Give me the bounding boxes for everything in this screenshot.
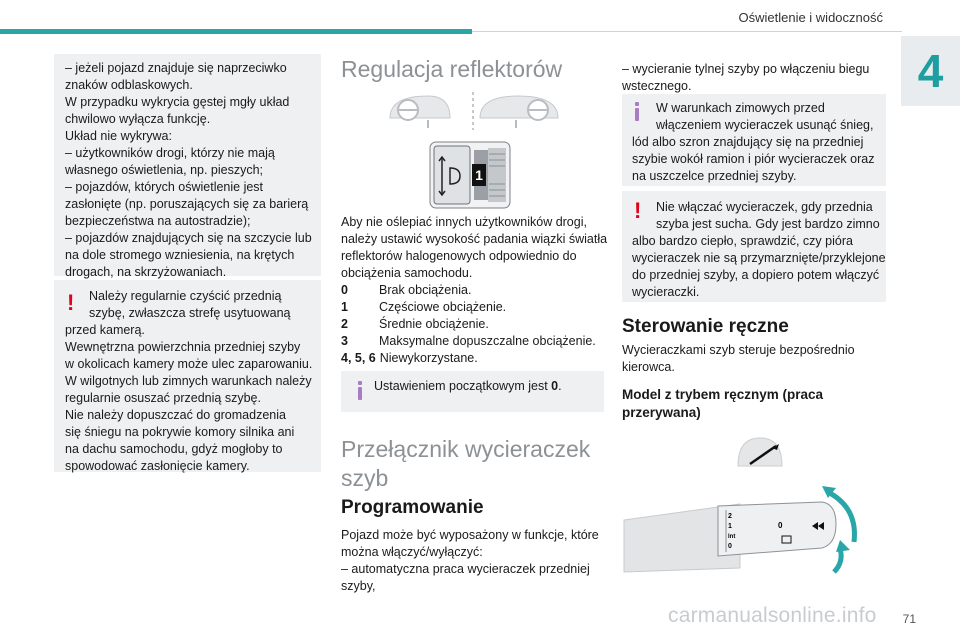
steering-wheel-icon bbox=[738, 438, 782, 466]
text-line: lód albo szron znajdujący się na przedniej bbox=[632, 135, 864, 149]
stalk-label-0: 0 bbox=[728, 543, 732, 550]
text-line: szybę, zwłaszcza strefę usytuowaną bbox=[89, 306, 291, 320]
text-line: – pojazdów, których oświetlenie jest bbox=[65, 180, 264, 194]
heading-manual-control: Sterowanie ręczne bbox=[622, 316, 789, 337]
text-line: reflektorów halogenowych odpowiednio do bbox=[341, 249, 577, 263]
text-line: W przypadku wykrycia gęstej mgły układ bbox=[65, 95, 290, 109]
steering-wheel-right-icon bbox=[480, 96, 558, 128]
text-line: Wewnętrzna powierzchnia przedniej szyby bbox=[65, 340, 301, 354]
load-label: Częściowe obciążenie. bbox=[379, 300, 507, 314]
load-label: Niewykorzystane. bbox=[379, 351, 478, 365]
text-line: drogach, na skrzyżowaniach. bbox=[65, 265, 227, 279]
text-line: Nie należy dopuszczać do gromadzenia bbox=[65, 408, 286, 422]
heading-manual-model: Model z trybem ręcznym (praca przerywana) bbox=[622, 387, 824, 420]
chapter-tab bbox=[901, 36, 960, 106]
text-line: – pojazdów znajdujących się na szczycie lub bbox=[65, 231, 312, 245]
load-list-item bbox=[341, 350, 596, 367]
load-label: Maksymalne dopuszczalne obciążenie. bbox=[379, 334, 596, 348]
load-list-item bbox=[341, 299, 596, 316]
text-line: kierowca. bbox=[622, 360, 675, 374]
headlamp-adjuster-illustration bbox=[388, 88, 568, 213]
text-line: Układ nie wykrywa: bbox=[65, 129, 172, 143]
stalk-label-int: Int bbox=[728, 534, 736, 540]
stalk-label-2: 2 bbox=[728, 513, 732, 520]
text-line: znaków odblaskowych. bbox=[65, 78, 193, 92]
rear-wiper-text bbox=[622, 61, 869, 95]
warning-box-dry-windscreen bbox=[622, 191, 886, 302]
info-icon bbox=[635, 102, 639, 121]
text-line: Pojazd może być wyposażony w funkcje, które bbox=[341, 528, 599, 542]
winter-info-text bbox=[632, 100, 886, 185]
load-key: 0 bbox=[341, 283, 348, 297]
text-line: – jeżeli pojazd znajduje się naprzeciwko bbox=[65, 61, 287, 75]
text-line: Aby nie oślepiać innych użytkowników drogi, bbox=[341, 215, 587, 229]
dial-value: 1 bbox=[475, 167, 483, 183]
watermark: carmanualsonline.info bbox=[668, 604, 877, 627]
load-label: Średnie obciążenie. bbox=[379, 317, 489, 331]
text-line: W wilgotnych lub zimnych warunkach należy bbox=[65, 374, 312, 388]
text-line: bezpieczeństwa na autostradzie); bbox=[65, 214, 251, 228]
text-line: szyba jest sucha. Gdy jest bardzo zimno bbox=[656, 217, 880, 231]
warning-icon: ! bbox=[67, 290, 75, 315]
text-line: albo bardzo ciepło, sprawdzić, czy pióra bbox=[632, 234, 853, 248]
load-list-item bbox=[341, 333, 596, 350]
text-line: włączeniem wycieraczek usunąć śnieg, bbox=[656, 118, 874, 132]
text-line: – użytkowników drogi, którzy nie mają bbox=[65, 146, 275, 160]
warning-icon: ! bbox=[634, 198, 642, 223]
text-line: – wycieranie tylnej szyby po włączeniu biegu bbox=[622, 62, 870, 76]
load-list-item bbox=[341, 316, 596, 333]
header-rule bbox=[472, 31, 902, 32]
text-line: Należy regularnie czyścić przednią bbox=[89, 289, 282, 303]
load-key: 4, 5, 6 bbox=[341, 351, 376, 365]
info-box-detection-limits bbox=[54, 54, 321, 279]
text-line: własnego oświetlenia, np. pieszych; bbox=[65, 163, 264, 177]
heading-wiper-switch: Przełącznik wycieraczek szyb bbox=[341, 436, 591, 491]
text-line: obciążenia samochodu. bbox=[341, 266, 473, 280]
stalk-label-off: 0 bbox=[778, 521, 783, 530]
text-line: zasłonięte (np. poruszających się za barierą bbox=[65, 197, 309, 211]
header-accent-bar bbox=[0, 29, 472, 34]
text-line: Nie włączać wycieraczek, gdy przednia bbox=[656, 200, 873, 214]
chapter-number: 4 bbox=[917, 45, 944, 97]
text-line: W warunkach zimowych przed bbox=[656, 101, 825, 115]
text-line: szyby, bbox=[341, 579, 376, 593]
text-line: można włączyć/wyłączyć: bbox=[341, 545, 483, 559]
load-list bbox=[341, 282, 596, 367]
text-line: wycieraczki. bbox=[632, 285, 700, 299]
load-key: 1 bbox=[341, 300, 348, 314]
programming-text bbox=[341, 527, 599, 595]
detection-limits-text bbox=[65, 60, 321, 281]
info-box-initial-setting bbox=[341, 371, 604, 412]
text-line: wycieraczek nie są przymarznięte/przyklejone bbox=[632, 251, 886, 265]
headlamp-paragraph bbox=[341, 214, 607, 282]
text-line: przed kamerą. bbox=[65, 323, 145, 337]
wiper-stalk bbox=[624, 502, 836, 572]
load-list-item bbox=[341, 282, 596, 299]
text-line: szybie wokół ramion i piór wycieraczek oraz bbox=[632, 152, 875, 166]
initial-setting-text: Ustawieniem początkowym jest 0. bbox=[374, 379, 562, 393]
heading-headlamp-adjustment: Regulacja reflektorów bbox=[341, 56, 563, 82]
steering-wheel-left-icon bbox=[390, 96, 450, 128]
stalk-label-1: 1 bbox=[728, 523, 732, 530]
camera-warning-text bbox=[65, 288, 321, 475]
text-line: Wycieraczkami szyb steruje bezpośrednio bbox=[622, 343, 855, 357]
text-line: regularnie osuszać przednią szybę. bbox=[65, 391, 261, 405]
page-number: 71 bbox=[902, 612, 916, 626]
heading-programming: Programowanie bbox=[341, 497, 484, 518]
text-line: do przedniej szyby, a dopiero potem włączyć bbox=[632, 268, 880, 282]
load-key: 2 bbox=[341, 317, 348, 331]
text-line: wstecznego. bbox=[622, 79, 692, 93]
dry-windscreen-warning-text bbox=[632, 199, 886, 301]
text-line: – automatyczna praca wycieraczek przedniej bbox=[341, 562, 590, 576]
text-line: na dole stromego wzniesienia, na krętych bbox=[65, 248, 295, 262]
section-title: Oświetlenie i widoczność bbox=[738, 10, 883, 25]
wiper-stalk-illustration bbox=[622, 432, 862, 580]
info-icon bbox=[358, 381, 362, 400]
manual-control-text bbox=[622, 342, 855, 376]
warning-box-camera bbox=[54, 280, 321, 472]
load-label: Brak obciążenia. bbox=[379, 283, 472, 297]
text-line: chwilowo wyłącza funkcję. bbox=[65, 112, 211, 126]
headlamp-dial-control bbox=[430, 142, 510, 208]
text-line: spowodować zasłonięcie kamery. bbox=[65, 459, 250, 473]
text-line: w okolicach kamery może ulec zaparowaniu. bbox=[65, 357, 313, 371]
text-line: na dachu samochodu, gdyż mogłoby to bbox=[65, 442, 283, 456]
info-box-winter bbox=[622, 94, 886, 186]
text-line: na uszczelce przedniej szyby. bbox=[632, 169, 797, 183]
text-line: się śniegu na pokrywie komory silnika ani bbox=[65, 425, 295, 439]
text-line: należy ustawić wysokość padania wiązki światła bbox=[341, 232, 608, 246]
load-key: 3 bbox=[341, 334, 348, 348]
